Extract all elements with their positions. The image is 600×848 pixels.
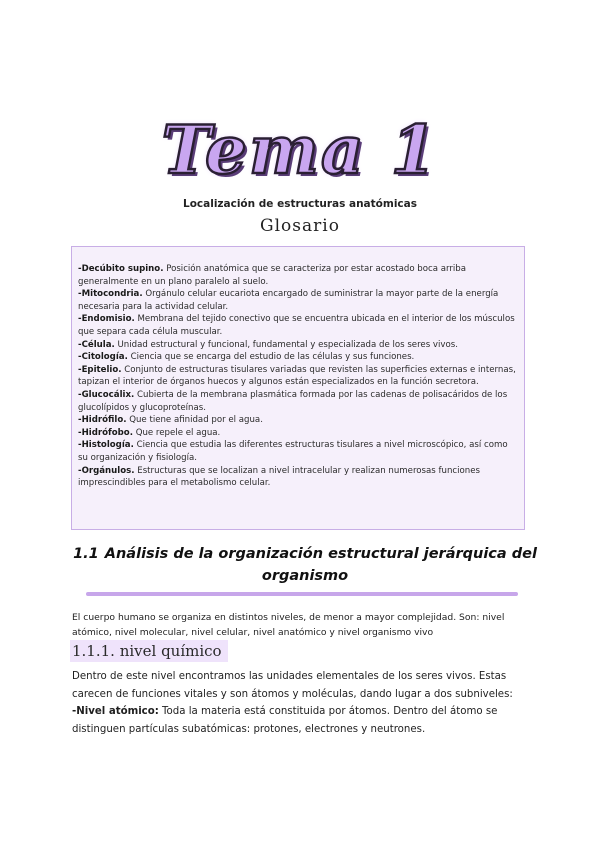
section-title-text: Análisis de la organización estructural jerárquica del organismo: [104, 546, 537, 584]
glossary-entry: [78, 351, 518, 364]
glossary-term: -Célula.: [78, 339, 115, 350]
glossary-definition: Que repele el agua.: [132, 427, 221, 438]
section-heading: [70, 543, 540, 587]
glossary-entry: [78, 263, 518, 288]
glossary-definition: Cubierta de la membrana plasmática formada por las cadenas de polisacáridos de los glucolípidos y glucoproteínas.: [78, 389, 508, 413]
glossary-term: -Orgánulos.: [78, 465, 135, 476]
glossary-term: -Histología.: [78, 440, 134, 451]
glossary-entry: [78, 465, 518, 490]
atomic-level-text: Toda la materia está constituida por átomos. Dentro del átomo se distinguen partículas subatómicas: protones, electrones y neutrones.: [72, 706, 498, 735]
glossary-entry: [78, 389, 518, 414]
title-container: [0, 112, 600, 188]
glossary-box: [71, 246, 525, 530]
atomic-level-term: -Nivel atómico:: [72, 706, 159, 718]
glossary-heading: Glosario: [260, 216, 340, 236]
glossary-term: -Hidrófilo.: [78, 415, 127, 426]
glossary-term: -Glucocálix.: [78, 389, 135, 400]
glossary-term: -Epitelio.: [78, 364, 122, 375]
glossary-definition: Posición anatómica que se caracteriza por estar acostado boca arriba generalmente en un plano paralelo al suelo.: [78, 264, 467, 287]
glossary-entry: [78, 313, 518, 338]
glossary-definition: Ciencia que se encarga del estudio de las células y sus funciones.: [127, 352, 415, 363]
glossary-entry: [78, 339, 518, 352]
glossary-entry: [78, 288, 518, 313]
glossary-definition: Membrana del tejido conectivo que se encuentra ubicada en el interior de los músculos que separa cada célula muscular.: [78, 314, 515, 337]
page-subtitle: Localización de estructuras anatómicas: [183, 198, 417, 210]
glossary-term: -Citología.: [78, 352, 128, 363]
section-divider: [86, 592, 518, 596]
glossary-definition: Ciencia que estudia las diferentes estructuras tisulares a nivel microscópico, así como su organización y fisiología.: [78, 440, 508, 463]
glossary-definition: Conjunto de estructuras tisulares variadas que revisten las superficies externas e internas, tapizan el interior de órganos huecos y algunos están especializados en la función secretora.: [78, 364, 516, 388]
glossary-definition: Unidad estructural y funcional, fundamental y especializada de los seres vivos.: [114, 339, 458, 350]
subsection-body: [72, 668, 534, 738]
glossary-definition: Orgánulo celular eucariota encargado de suministrar la mayor parte de la energía necesaria para la actividad celular.: [78, 289, 499, 312]
glossary-entry: [78, 414, 518, 427]
glossary-term: -Endomisio.: [78, 314, 135, 325]
glossary-term: -Mitocondria.: [78, 289, 143, 300]
section-intro: El cuerpo humano se organiza en distintos niveles, de menor a mayor complejidad. Son: nivel atómico, nivel molecular, nivel celular, nivel anatómico y nivel organismo vivo: [72, 612, 505, 638]
glossary-entry: [78, 427, 518, 440]
glossary-entry: [78, 364, 518, 389]
subsection-paragraph: [72, 703, 534, 738]
page-title: Tema 1: [161, 111, 439, 189]
glossary-definition: Que tiene afinidad por el agua.: [126, 415, 263, 426]
glossary-term: -Hidrófobo.: [78, 427, 133, 438]
subsection-paragraph: Dentro de este nivel encontramos las unidades elementales de los seres vivos. Estas carecen de funciones vitales y son átomos y moléculas, dando lugar a dos subniveles:: [72, 671, 513, 700]
glossary-definition: Estructuras que se localizan a nivel intracelular y realizan numerosas funciones imprescindibles para el metabolismo celular.: [78, 465, 480, 489]
glossary-term: -Decúbito supino.: [78, 264, 164, 274]
subsection-heading: 1.1.1. nivel químico: [70, 640, 228, 662]
glossary-entry: [78, 439, 518, 464]
section-number: 1.1: [73, 546, 99, 562]
